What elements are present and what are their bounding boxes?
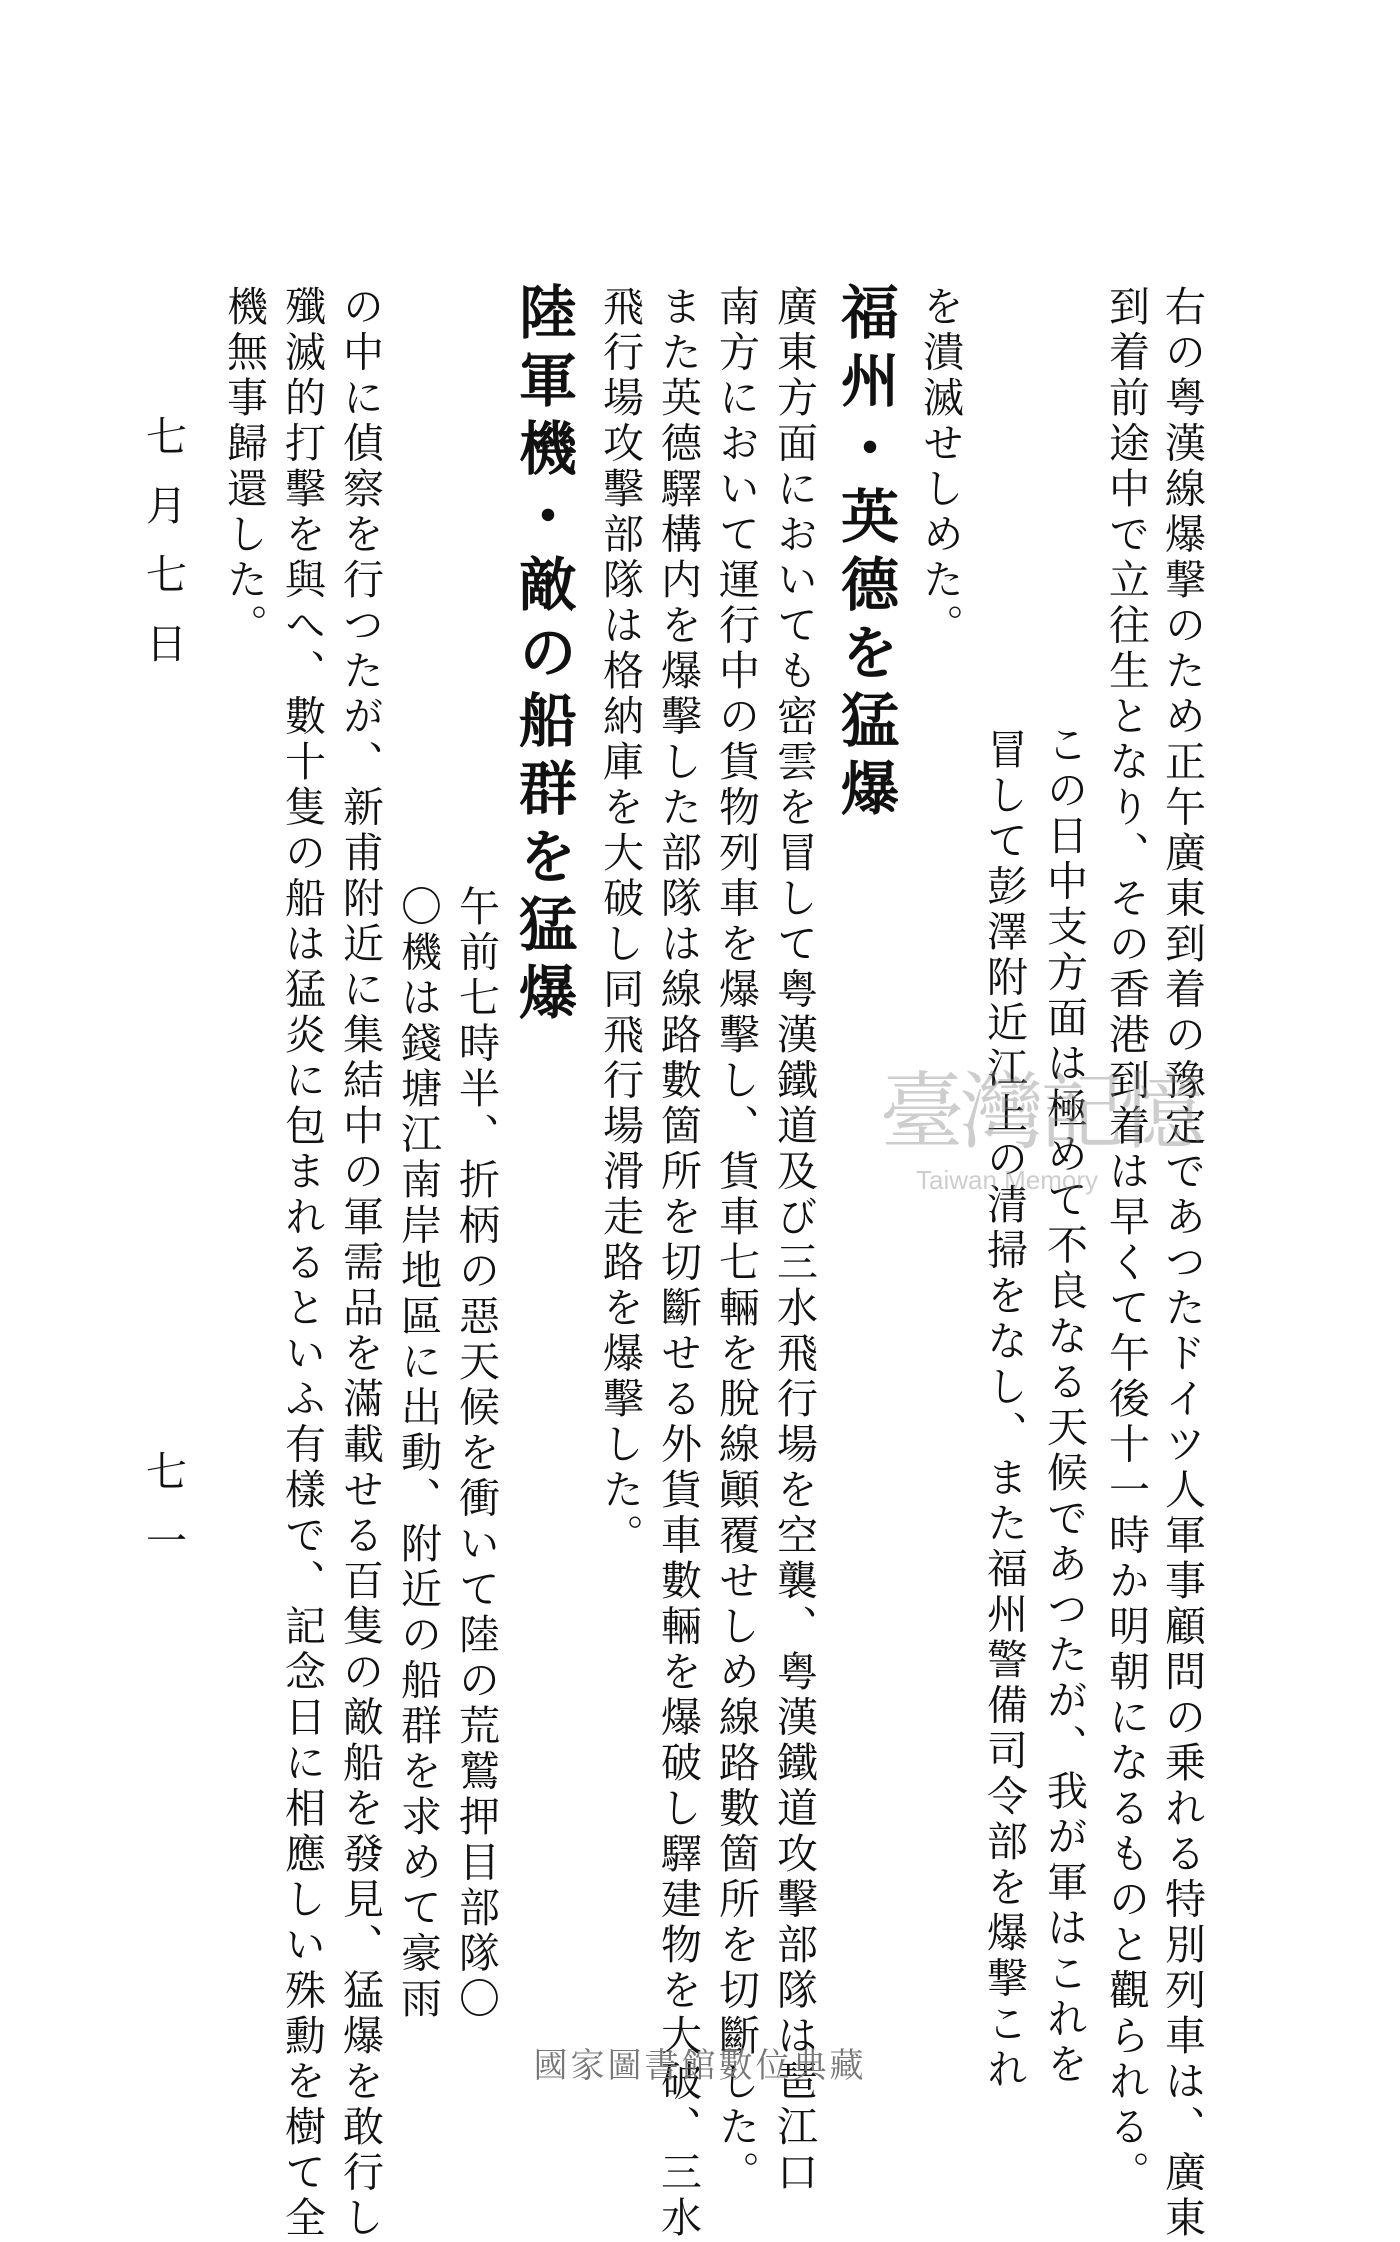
text-column: 右の粤漢線爆撃のため正午廣東到着の豫定であつたドイツ人軍事顧問の乗れる特別列車は、廣東	[1158, 285, 1206, 2242]
text-column: 機無事歸還した。	[220, 285, 268, 649]
section-heading: 陸軍機・敵の船群を猛爆	[509, 282, 577, 1030]
text-column: の中に偵察を行つたが、新甫附近に集結中の軍需品を滿載せる百隻の敵船を發見、猛爆を敢行し	[336, 285, 384, 2242]
watermark-logo	[880, 1045, 1201, 1215]
date-label: 七月七日	[139, 415, 187, 691]
text-column: また英德驛構内を爆擊した部隊は線路數箇所を切斷せる外貨車數輛を爆破し驛建物を大破、三水	[654, 285, 702, 2242]
text-column: 殲滅的打擊を與へ、數十隻の船は猛炎に包まれるといふ有樣で、記念日に相應しい殊勳を樹て全	[278, 285, 326, 2242]
text-column: 南方において運行中の貨物列車を爆擊し、貨車七輛を脫線顚覆せしめ線路數箇所を切斷した。	[712, 285, 760, 2196]
library-footer: 國家圖書館數位典藏	[533, 2047, 867, 2085]
text-column: を潰滅せしめた。	[916, 285, 964, 649]
watermark-chinese: 臺灣記憶	[880, 1063, 1201, 1161]
text-column: 冒して彭澤附近江上の清掃をなし、また福州警備司令部を爆撃これ	[980, 728, 1028, 2093]
text-column: 午前七時半、折柄の惡天候を衝いて陸の荒鷲押目部隊〇	[452, 885, 500, 2023]
page-number: 七一	[139, 1450, 187, 1588]
text-column: 〇機は錢塘江南岸地區に出動、附近の船群を求めて豪雨	[394, 885, 442, 2023]
text-column: 飛行場攻擊部隊は格納庫を大破し同飛行場滑走路を爆擊した。	[596, 285, 644, 1559]
text-column: この日中支方面は極めて不良なる天候であつたが、我が軍はこれを	[1040, 723, 1088, 2088]
text-column: 廣東方面においても密雲を冒して粤漢鐵道及び三水飛行場を空襲、粤漢鐵道攻擊部隊は琶江口	[770, 285, 818, 2196]
watermark-english: Taiwan Memory	[916, 1165, 1099, 1195]
text-column: 到着前途中で立往生となり、その香港到着は早くて午後十一時か明朝になるものと觀られる。	[1102, 285, 1150, 2196]
section-heading: 福州・英德を猛爆	[831, 282, 899, 826]
